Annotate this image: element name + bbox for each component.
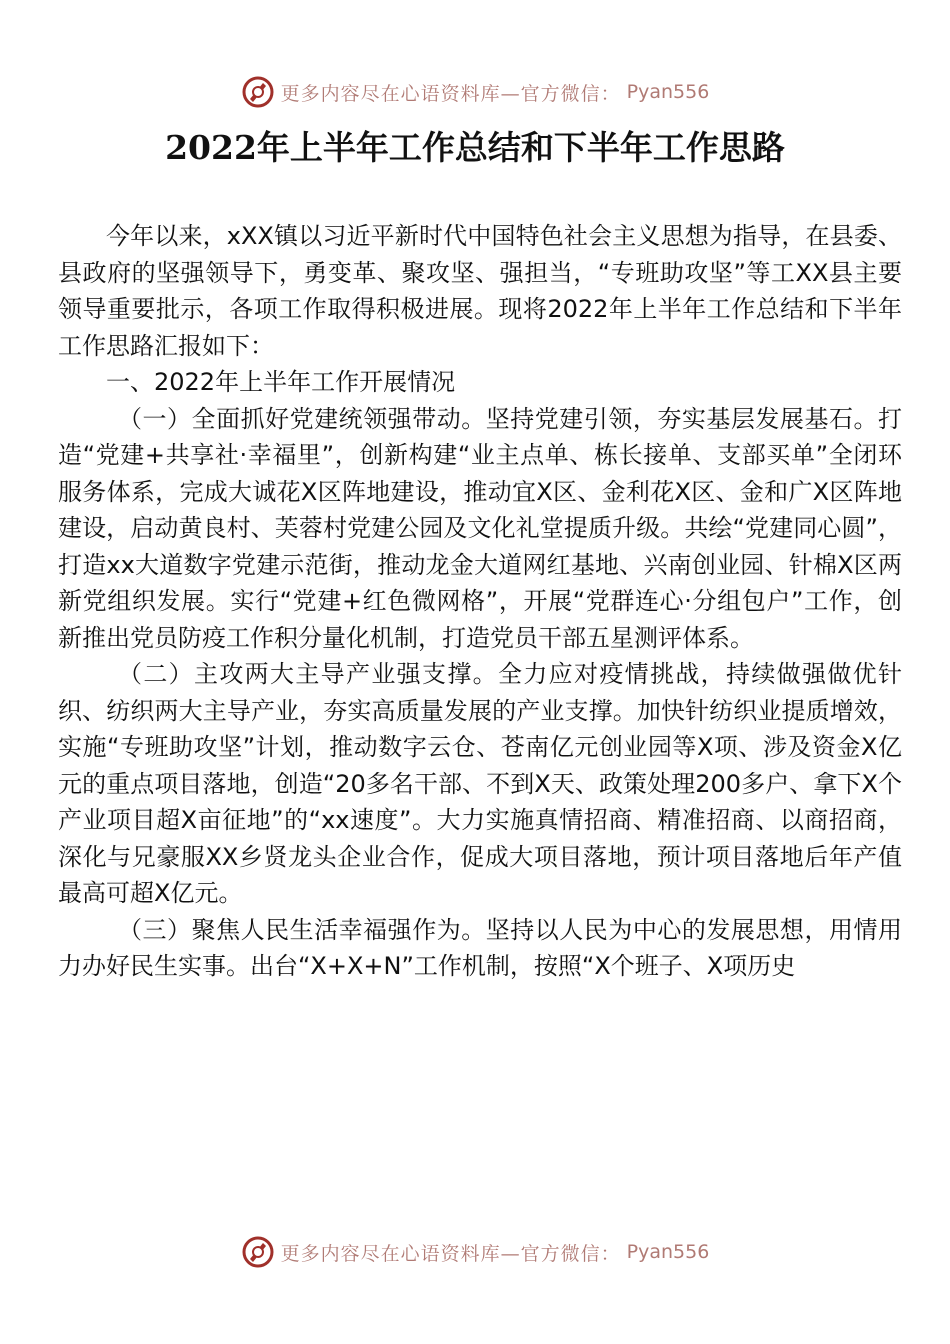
document-title: 2022年上半年工作总结和下半年工作思路 bbox=[165, 128, 785, 167]
intro-paragraph: 今年以来，xXX镇以习近平新时代中国特色社会主义思想为指导，在县委、县政府的坚强领导下，勇变革、聚攻坚、强担当，“专班助攻坚”等工XX县主要领导重要批示，各项工作取得积极进展。现将2022年上半年工作总结和下半年工作思路汇报如下： bbox=[58, 222, 902, 360]
section-paragraph-1: （一）全面抓好党建统领强带动。坚持党建引领，夯实基层发展基石。打造“党建+共享社·幸福里”，创新构建“业主点单、栋长接单、支部买单”全闭环服务体系，完成大诚花X区阵地建设，推动宜X区、金利花X区、金和广X区阵地建设，启动黄良村、芙蓉村党建公园及文化礼堂提质升级。共绘“党建同心圆”，打造xx大道数字党建示范街，推动龙金大道网红基地、兴南创业园、针棉X区两新党组织发展。实行“党建+红色微网格”，开展“党群连心·分组包户”工作，创新推出党员防疫工作积分量化机制，打造党员干部五星测评体系。 bbox=[58, 404, 902, 652]
watermark-text: 更多内容尽在心语资料库—官方微信： bbox=[280, 1242, 621, 1265]
section-heading-1: 一、2022年上半年工作开展情况 bbox=[106, 368, 456, 396]
watermark-footer bbox=[0, 1232, 950, 1272]
logo-icon bbox=[241, 75, 275, 109]
section-paragraph-2: （二）主攻两大主导产业强支撑。全力应对疫情挑战，持续做强做优针织、纺织两大主导产业，夯实高质量发展的产业支撑。加快针纺织业提质增效，实施“专班助攻坚”计划，推动数字云仓、苍南亿元创业园等X项、涉及资金X亿元的重点项目落地，创造“20多名干部、不到X天、政策处理200多户、拿下X个产业项目超X亩征地”的“xx速度”。大力实施真情招商、精准招商、以商招商，深化与兄豪服XX乡贤龙头企业合作，促成大项目落地，预计项目落地后年产值最高可超X亿元。 bbox=[58, 660, 902, 907]
logo-icon bbox=[241, 1235, 275, 1269]
document-body bbox=[58, 218, 902, 985]
watermark-header bbox=[0, 72, 950, 112]
section-paragraph-3: （三）聚焦人民生活幸福强作为。坚持以人民为中心的发展思想，用情用力办好民生实事。出台“X+X+N”工作机制，按照“X个班子、X项历史 bbox=[58, 915, 902, 980]
watermark-text: 更多内容尽在心语资料库—官方微信： bbox=[280, 82, 621, 105]
watermark-wechat-id: Pyan556 bbox=[626, 81, 710, 103]
watermark-wechat-id: Pyan556 bbox=[626, 1241, 710, 1263]
